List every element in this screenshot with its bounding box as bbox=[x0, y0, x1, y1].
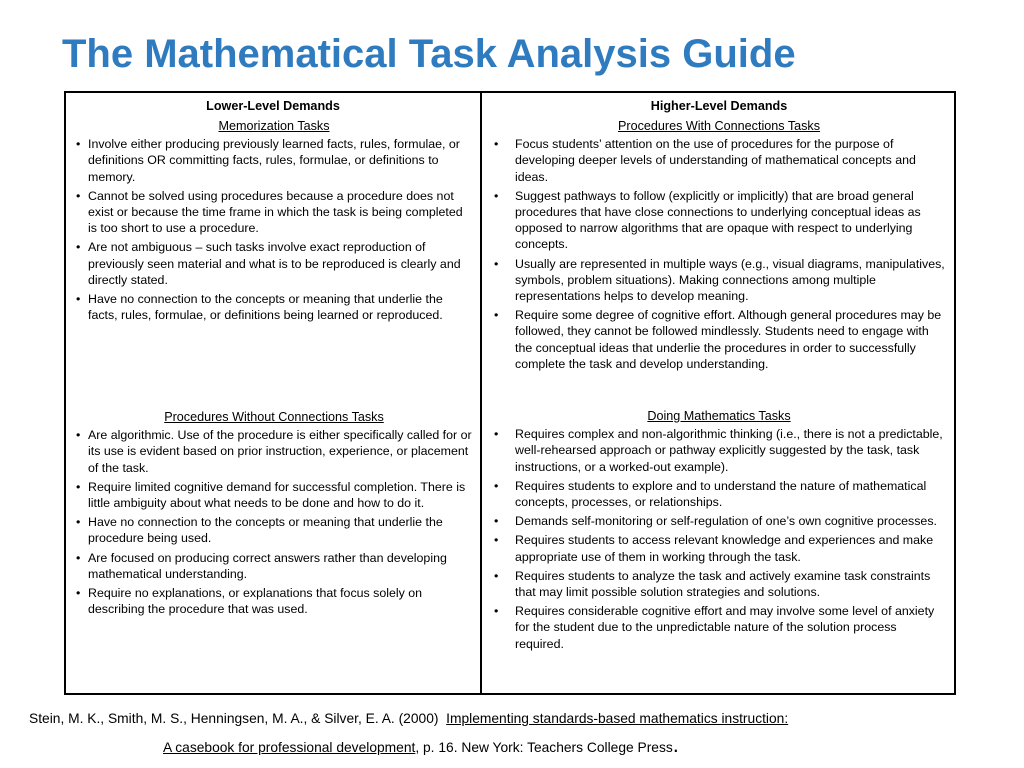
procedures-with-connections-section bbox=[492, 118, 946, 375]
memorization-section bbox=[76, 118, 472, 326]
procedures-without-connections-heading: Procedures Without Connections Tasks bbox=[164, 410, 384, 424]
bullet-icon: • bbox=[76, 550, 81, 565]
bullet-icon: • bbox=[494, 478, 499, 493]
bullet-icon: • bbox=[76, 479, 81, 494]
bullet-icon: • bbox=[494, 604, 499, 619]
bullet-icon: • bbox=[76, 292, 81, 307]
page-title: The Mathematical Task Analysis Guide bbox=[62, 32, 796, 76]
list-item: • Are focused on producing correct answers rather than developing mathematical understanding. bbox=[76, 550, 447, 581]
procedures-without-connections-list bbox=[76, 427, 472, 617]
doing-mathematics-section bbox=[492, 408, 946, 655]
list-item: • Usually are represented in multiple ways (e.g., visual diagrams, manipulatives, symbols, problem situations). Making connections among multiple representations helps to develop meaning. bbox=[494, 256, 945, 304]
lower-level-column bbox=[66, 93, 482, 693]
higher-level-column bbox=[482, 93, 954, 693]
bullet-icon: • bbox=[494, 188, 499, 203]
list-item: • Cannot be solved using procedures because a procedure does not exist or because the time frame in which the task is being completed is too short to use a procedure. bbox=[76, 188, 463, 236]
list-item: • Have no connection to the concepts or meaning that underlie the procedure being used. bbox=[76, 515, 443, 546]
procedures-with-connections-list bbox=[492, 136, 946, 372]
list-item: • Requires complex and non-algorithmic thinking (i.e., there is not a predictable, well-rehearsed approach or pathway explicitly suggested by the task, task instructions, or a worked-out example). bbox=[494, 427, 943, 474]
bullet-icon: • bbox=[76, 586, 81, 601]
bullet-icon: • bbox=[76, 428, 81, 443]
list-item: • Demands self-monitoring or self-regulation of one’s own cognitive processes. bbox=[494, 514, 937, 529]
bullet-icon: • bbox=[494, 514, 499, 529]
bullet-icon: • bbox=[494, 568, 499, 583]
bullet-icon: • bbox=[76, 188, 81, 203]
citation-line-2 bbox=[163, 732, 679, 757]
citation-title-part1: Implementing standards-based mathematics instruction: bbox=[446, 711, 789, 726]
citation-title-part2: A casebook for professional development bbox=[163, 740, 416, 755]
list-item: • Suggest pathways to follow (explicitly or implicitly) that are broad general procedures that have close connections to underlying conceptual ideas as opposed to narrow algorithms that are opaque with respect to underlying concepts. bbox=[494, 188, 921, 252]
memorization-list bbox=[76, 136, 472, 323]
list-item: • Require some degree of cognitive effort. Although general procedures may be followed, they cannot be followed mindlessly. Students need to engage with the conceptual ideas that underlie the procedures in order to successfully complete the task and develop understanding. bbox=[494, 308, 942, 371]
citation-line-1 bbox=[29, 711, 788, 726]
list-item: • Requires students to analyze the task and actively examine task constraints that may limit possible solution strategies and solutions. bbox=[494, 568, 931, 600]
citation-end: . bbox=[672, 732, 679, 757]
lower-level-header: Lower-Level Demands bbox=[206, 99, 340, 113]
citation-publisher: , p. 16. New York: Teachers College Press bbox=[415, 740, 673, 755]
list-item: • Require limited cognitive demand for successful completion. There is little ambiguity about what needs to be done and how to do it. bbox=[76, 479, 466, 511]
doing-mathematics-list bbox=[492, 426, 946, 652]
list-item: • Require no explanations, or explanations that focus solely on describing the procedure that was used. bbox=[76, 586, 423, 617]
bullet-icon: • bbox=[76, 515, 81, 530]
list-item: • Requires students to access relevant knowledge and experiences and make appropriate use of them in working through the task. bbox=[494, 533, 934, 564]
bullet-icon: • bbox=[494, 427, 499, 442]
bullet-icon: • bbox=[76, 137, 81, 152]
bullet-icon: • bbox=[494, 256, 499, 271]
bullet-icon: • bbox=[76, 240, 81, 255]
list-item: • Involve either producing previously learned facts, rules, formulae, or definitions OR committing facts, rules, formulae, or definitions to memory. bbox=[76, 137, 460, 184]
procedures-with-connections-heading: Procedures With Connections Tasks bbox=[617, 119, 821, 133]
task-analysis-table bbox=[64, 91, 956, 695]
list-item: • Focus students’ attention on the use of procedures for the purpose of developing deeper levels of understanding of mathematical concepts and ideas. bbox=[494, 137, 916, 184]
list-item: • Are not ambiguous – such tasks involve exact reproduction of previously seen material and what is to be reproduced is clearly and directly stated. bbox=[76, 240, 461, 287]
memorization-heading: Memorization Tasks bbox=[218, 119, 330, 133]
list-item: • Are algorithmic. Use of the procedure is either specifically called for or its use is evident based on prior instruction, experience, or placement of the task. bbox=[76, 428, 472, 475]
bullet-icon: • bbox=[494, 137, 499, 152]
list-item: • Requires students to explore and to understand the nature of mathematical concepts, processes, or relationships. bbox=[494, 478, 927, 510]
citation-authors: Stein, M. K., Smith, M. S., Henningsen, M. A., & Silver, E. A. (2000) bbox=[29, 711, 439, 726]
bullet-icon: • bbox=[494, 533, 499, 548]
higher-level-header: Higher-Level Demands bbox=[650, 99, 788, 113]
bullet-icon: • bbox=[494, 308, 499, 323]
procedures-without-connections-section bbox=[76, 409, 472, 620]
list-item: • Have no connection to the concepts or meaning that underlie the facts, rules, formulae, or definitions being learned or reproduced. bbox=[76, 292, 443, 323]
doing-mathematics-heading: Doing Mathematics Tasks bbox=[647, 409, 791, 423]
list-item: • Requires considerable cognitive effort and may involve some level of anxiety for the student due to the unpredictable nature of the solution process required. bbox=[494, 604, 935, 651]
